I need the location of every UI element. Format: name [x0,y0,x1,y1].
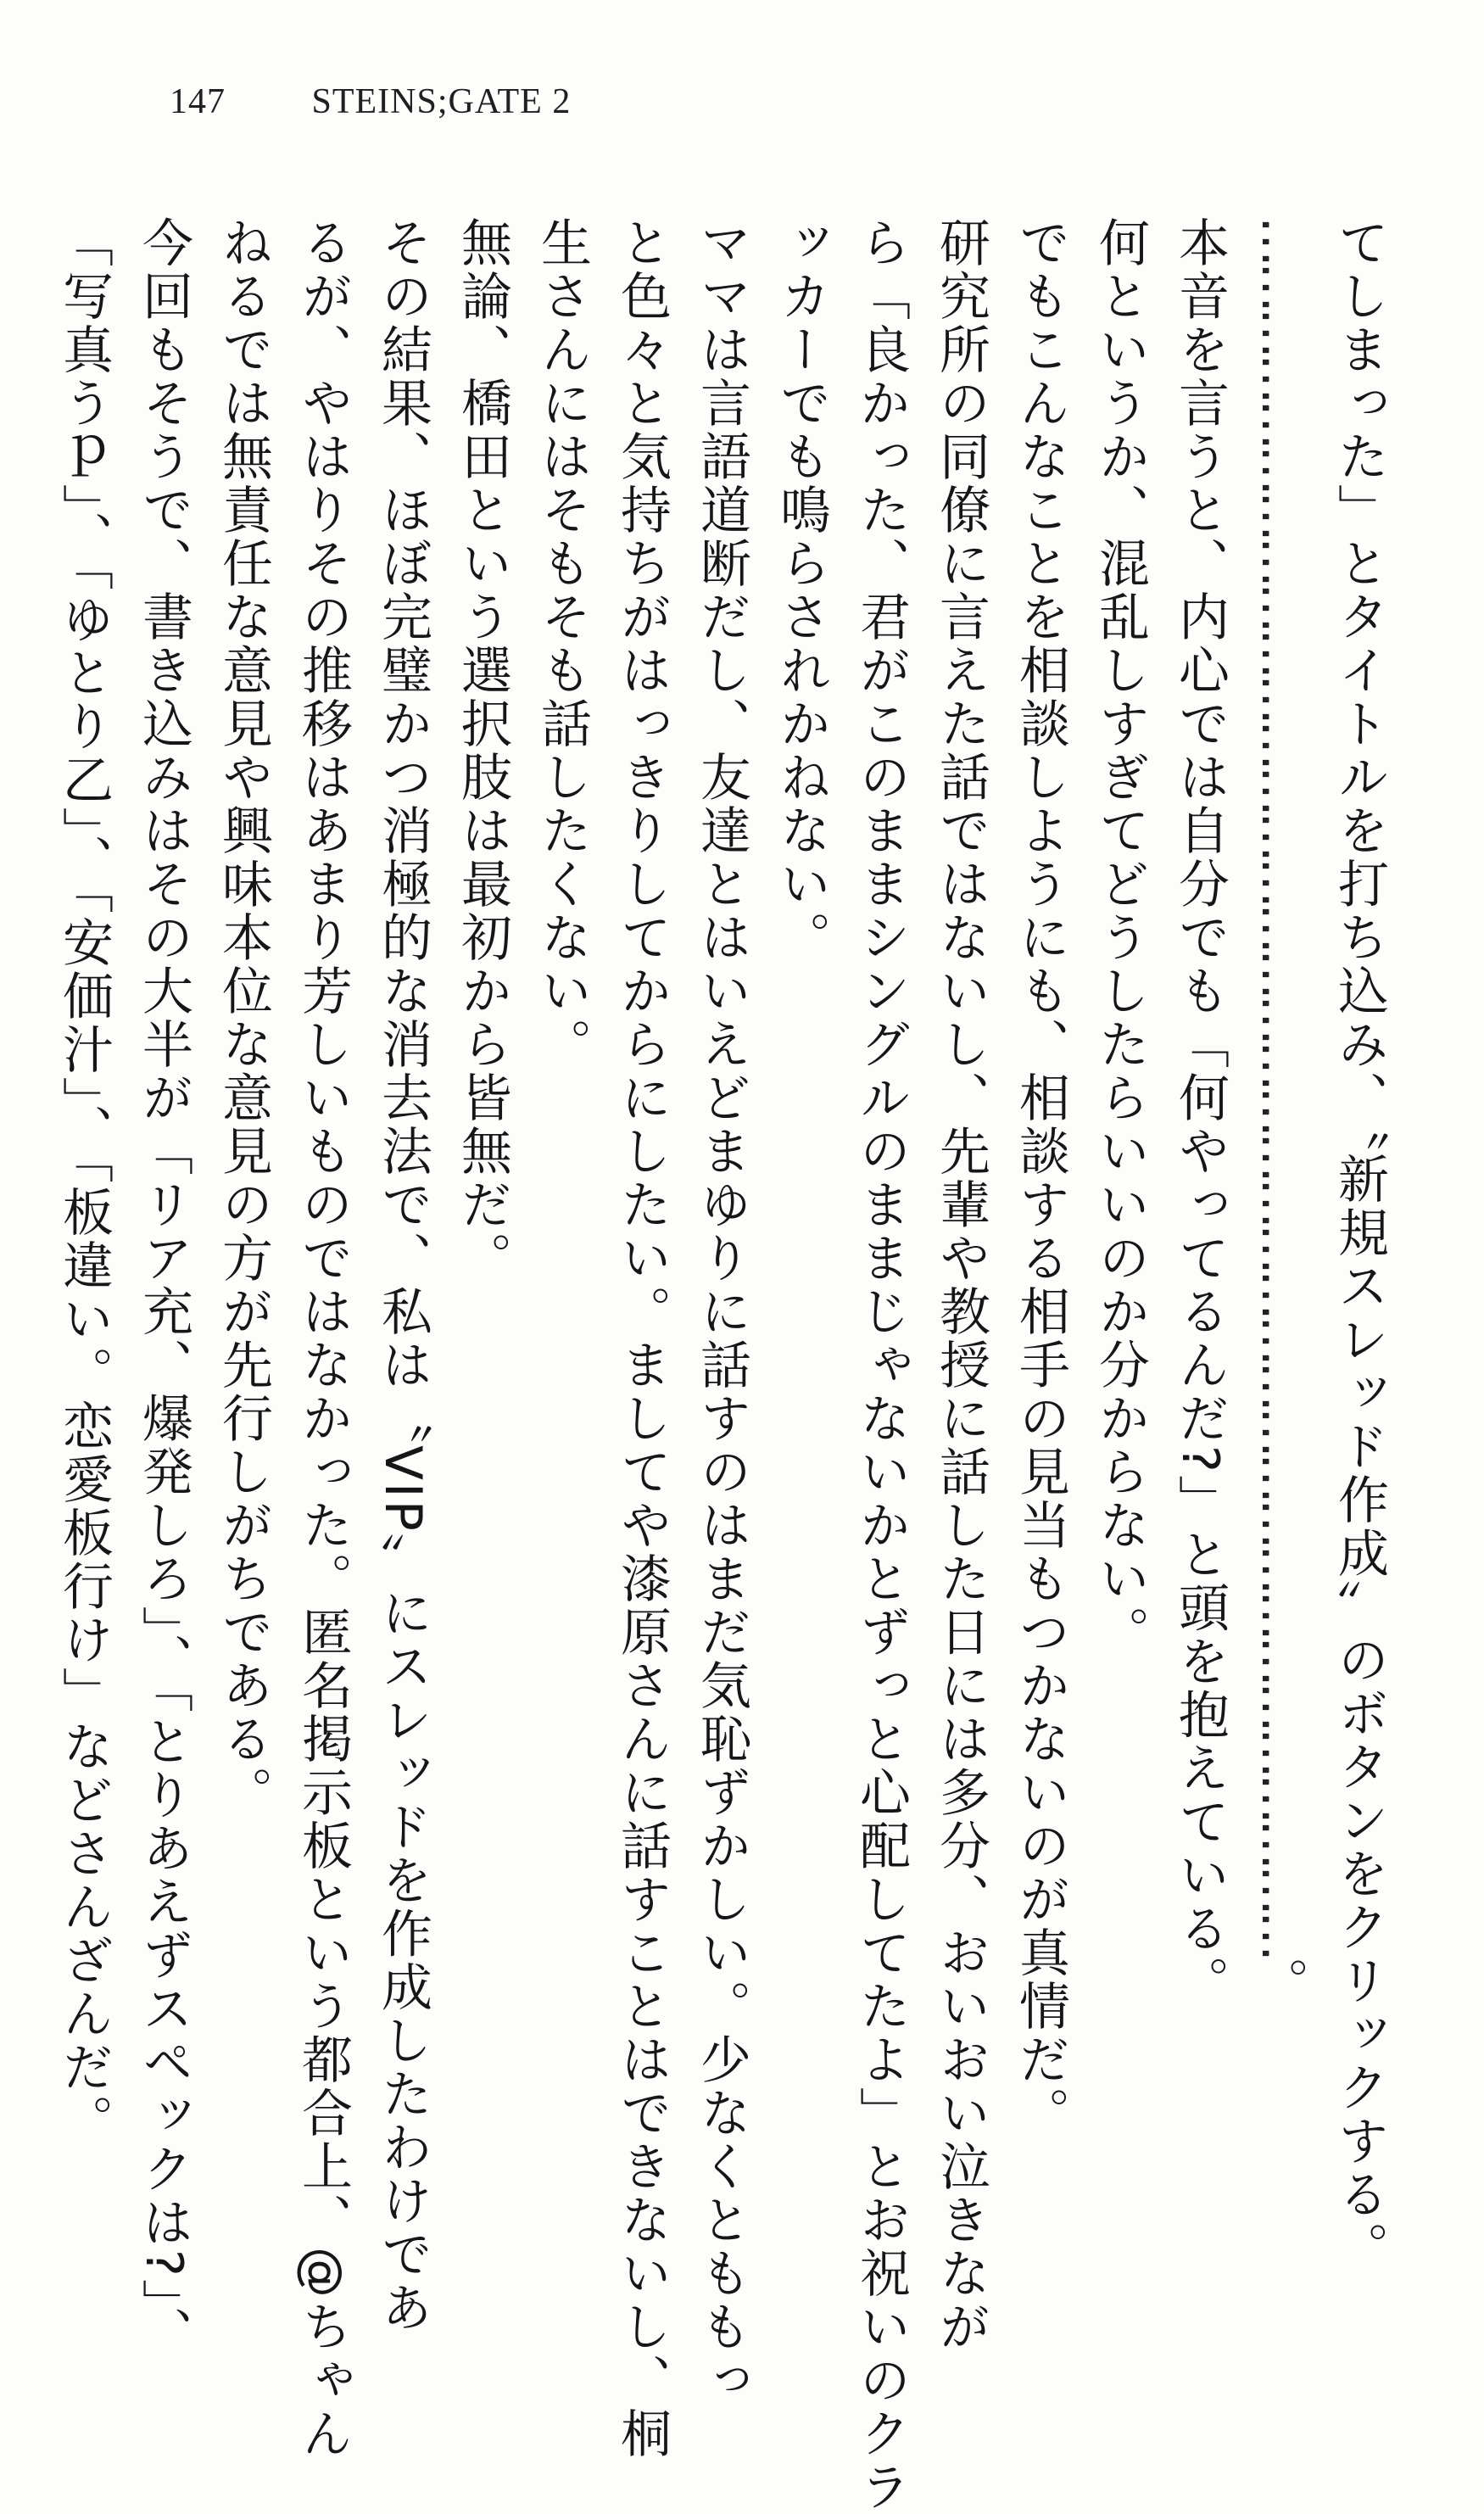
ellipsis-line: ……………………………………………………………………………………………………。 [1250,216,1309,2003]
text-line-8: ッカーでも鳴らされかねない。 [772,216,831,964]
text-line-9: ママは言語道断だし、友達とはいえどまゆりに話すのはまだ気恥ずかしい。少なくとももっ [692,216,751,2407]
book-title: STEINS;GATE 2 [311,82,572,121]
text-line-13: その結果、ほぼ完璧かつ消極的な消去法で、私は〝VIP〟にスレッドを作成したわけであ [373,216,432,2335]
text-line-15: ねるでは無責任な意見や興味本位な意見の方が先行しがちである。 [214,216,273,1819]
text-line-16: 今回もそうで、書き込みはその大半が「リア充、爆発しろ」、「とりあえずスペックは?」、 [134,216,193,2360]
text-line-5: でもこんなことを相談しようにも、相談する相手の見当もつかないのが真情だ。 [1011,216,1070,2140]
page-number: 147 [170,82,226,121]
text-line-1: てしまった」とタイトルを打ち込み、〝新規スレッド作成〟のボタンをクリックする。 [1330,216,1389,2275]
text-line-12: 無論、橋田という選択肢は最初から皆無だ。 [453,216,512,1285]
text-line-11: 生さんにはそもそも話したくない。 [533,216,592,1071]
text-line-3: 本音を言うと、内心では自分でも「何やってるんだ?」と頭を抱えている。 [1170,216,1230,2009]
text-line-14: るが、やはりその推移はあまり芳しいものではなかった。匿名掲示板という都合上、@ちゃん [293,216,353,2461]
text-line-6: 研究所の同僚に言えた話ではないし、先輩や教授に話した日には多分、おいおい泣きなが [931,216,990,2354]
vertical-body-text [44,216,1399,2514]
text-line-7: ら「良かった、君がこのままシングルのままじゃないかとずっと心配してたよ」とお祝いのクラ [851,216,911,2514]
text-line-4: 何というか、混乱しすぎてどうしたらいいのか分からない。 [1091,216,1150,1659]
text-line-10: と色々と気持ちがはっきりしてからにしたい。ましてや漆原さんに話すことはできないし、桐 [612,216,672,2461]
page-header [170,81,571,122]
text-line-17: 「写真うｐ」、「ゆとり乙」、「安価汁」、「板違い。恋愛板行け」などさんざんだ。 [54,216,114,2148]
